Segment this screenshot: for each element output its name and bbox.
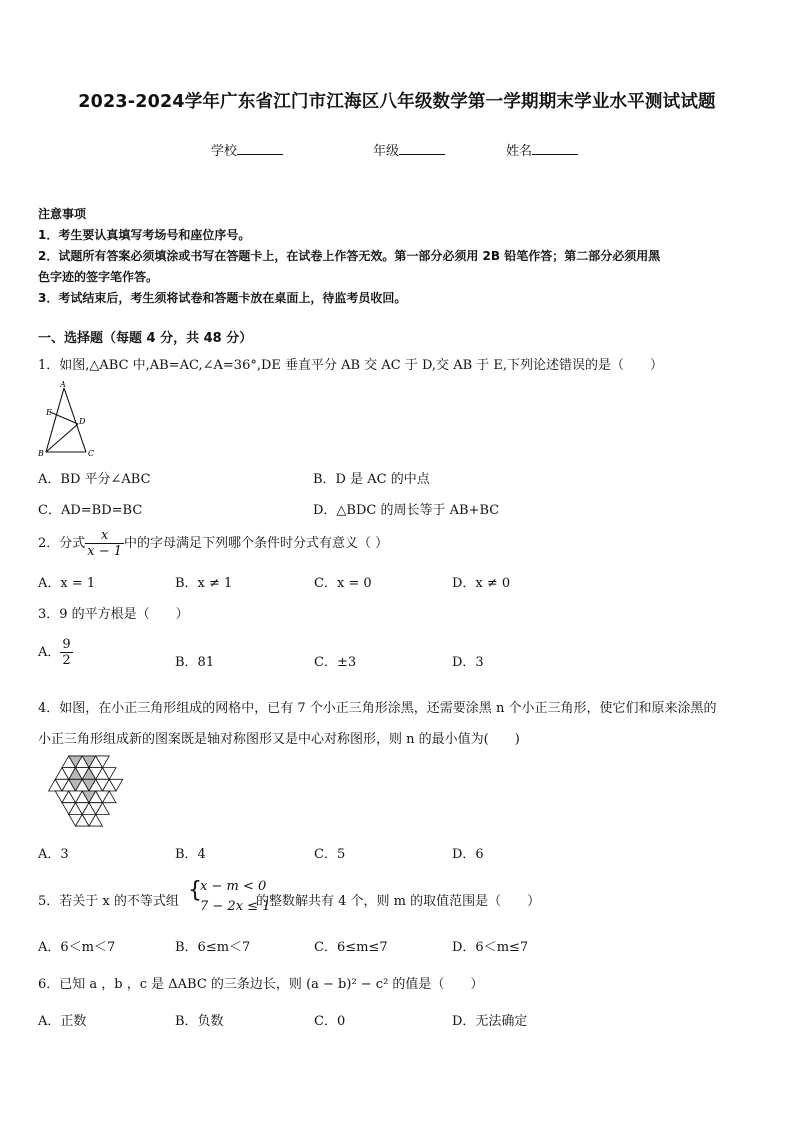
fraction-numerator: x	[85, 528, 124, 544]
grade-field[interactable]	[373, 140, 445, 159]
q3-option-b[interactable]: B．81	[175, 655, 215, 670]
fraction	[60, 637, 72, 668]
q2-option-d[interactable]: D．x ≠ 0	[452, 576, 511, 591]
fraction	[85, 528, 124, 559]
q5-option-a[interactable]: A．6＜m＜7	[38, 940, 116, 955]
name-field[interactable]	[506, 140, 578, 159]
name-blank[interactable]	[532, 142, 578, 155]
question-2-stem	[38, 528, 388, 559]
label-e: E	[46, 408, 52, 417]
q1-option-c[interactable]: C．AD=BD=BC	[38, 503, 143, 518]
page-title: 2023-2024学年广东省江门市江海区八年级数学第一学期期末学业水平测试试题	[78, 92, 716, 112]
inequality-2: 7 − 2x ≤ 1	[200, 899, 271, 914]
q5-pre: 5．若关于 x 的不等式组	[38, 894, 179, 909]
q1-option-d[interactable]: D．△BDC 的周长等于 AB+BC	[313, 503, 500, 518]
q3-option-a-prefix: A．	[38, 645, 61, 660]
q5-option-b[interactable]: B．6≤m＜7	[175, 940, 251, 955]
q3-option-c[interactable]: C．±3	[314, 655, 357, 670]
q6-option-d[interactable]: D．无法确定	[452, 1014, 528, 1029]
fraction-numerator: 9	[62, 637, 71, 652]
section-title: 一、选择题（每题 4 分，共 48 分）	[38, 331, 253, 346]
q4-option-b[interactable]: B．4	[175, 847, 206, 862]
fraction-denominator: 2	[62, 653, 71, 668]
notes-heading: 注意事项	[38, 207, 87, 221]
q6-option-a[interactable]: A．正数	[38, 1014, 87, 1029]
label-c: C	[88, 449, 95, 458]
q1-option-a[interactable]: A．BD 平分∠ABC	[38, 472, 151, 487]
grade-label: 年级	[373, 144, 400, 159]
q4-option-a[interactable]: A．3	[38, 847, 69, 862]
q2-option-a[interactable]: A．x = 1	[38, 576, 96, 591]
grade-blank[interactable]	[399, 142, 445, 155]
q2-option-b[interactable]: B．x ≠ 1	[175, 576, 233, 591]
q6-option-c[interactable]: C．0	[314, 1014, 346, 1029]
note-item: 2．试题所有答案必须填涂或书写在答题卡上，在试卷上作答无效。第一部分必须用 2B 铅笔作答；第二部分必须用黑	[38, 249, 661, 263]
label-b: B	[38, 449, 44, 458]
q5-option-d[interactable]: D．6＜m≤7	[452, 940, 529, 955]
label-d: D	[79, 417, 86, 426]
school-label: 学校	[211, 144, 238, 159]
school-field[interactable]	[211, 140, 283, 159]
triangle-figure	[38, 380, 102, 460]
q1-option-b[interactable]: B．D 是 AC 的中点	[313, 472, 430, 487]
inequality-1: x − m < 0	[200, 879, 267, 894]
question-3-stem: 3．9 的平方根是（ ）	[38, 607, 189, 622]
fraction-denominator: x − 1	[87, 544, 123, 559]
note-item: 色字迹的签字笔作答。	[38, 270, 159, 284]
name-label: 姓名	[506, 144, 533, 159]
q2-option-c[interactable]: C．x = 0	[314, 576, 372, 591]
question-1-stem: 1．如图,△ABC 中,AB=AC,∠A=36°,DE 垂直平分 AB 交 AC 于 D,交 AB 于 E,下列论述错误的是（ ）	[38, 358, 664, 373]
q5-option-c[interactable]: C．6≤m≤7	[314, 940, 388, 955]
notes-block	[38, 204, 758, 309]
question-6-stem: 6．已知 a ，b ，c 是 ΔABC 的三条边长，则 (a − b)² − c² 的值是（ ）	[38, 977, 484, 992]
q4-option-c[interactable]: C．5	[314, 847, 346, 862]
q4-option-d[interactable]: D．6	[452, 847, 484, 862]
note-item: 1．考生要认真填写考场号和座位序号。	[38, 228, 251, 242]
q2-post: 中的字母满足下列哪个条件时分式有意义（ ）	[124, 536, 389, 551]
q2-pre: 2．分式	[38, 536, 86, 551]
brace: {	[188, 878, 202, 903]
label-a: A	[60, 380, 66, 389]
question-4-line-2: 小正三角形组成新的图案既是轴对称图形又是中心对称图形，则 n 的最小值为( )	[38, 732, 520, 747]
q3-option-a[interactable]	[38, 637, 73, 668]
school-blank[interactable]	[237, 142, 283, 155]
q5-post: 的整数解共有 4 个，则 m 的取值范围是（ ）	[256, 894, 541, 909]
q3-option-d[interactable]: D．3	[452, 655, 484, 670]
q6-option-b[interactable]: B．负数	[175, 1014, 224, 1029]
triangle-grid-figure	[48, 752, 130, 830]
note-item: 3．考试结束后，考生须将试卷和答题卡放在桌面上，待监考员收回。	[38, 291, 407, 305]
question-4-line-1: 4．如图，在小正三角形组成的网格中，已有 7 个小正三角形涂黑，还需要涂黑 n 个小正三角形，使它们和原来涂黑的	[38, 701, 717, 716]
